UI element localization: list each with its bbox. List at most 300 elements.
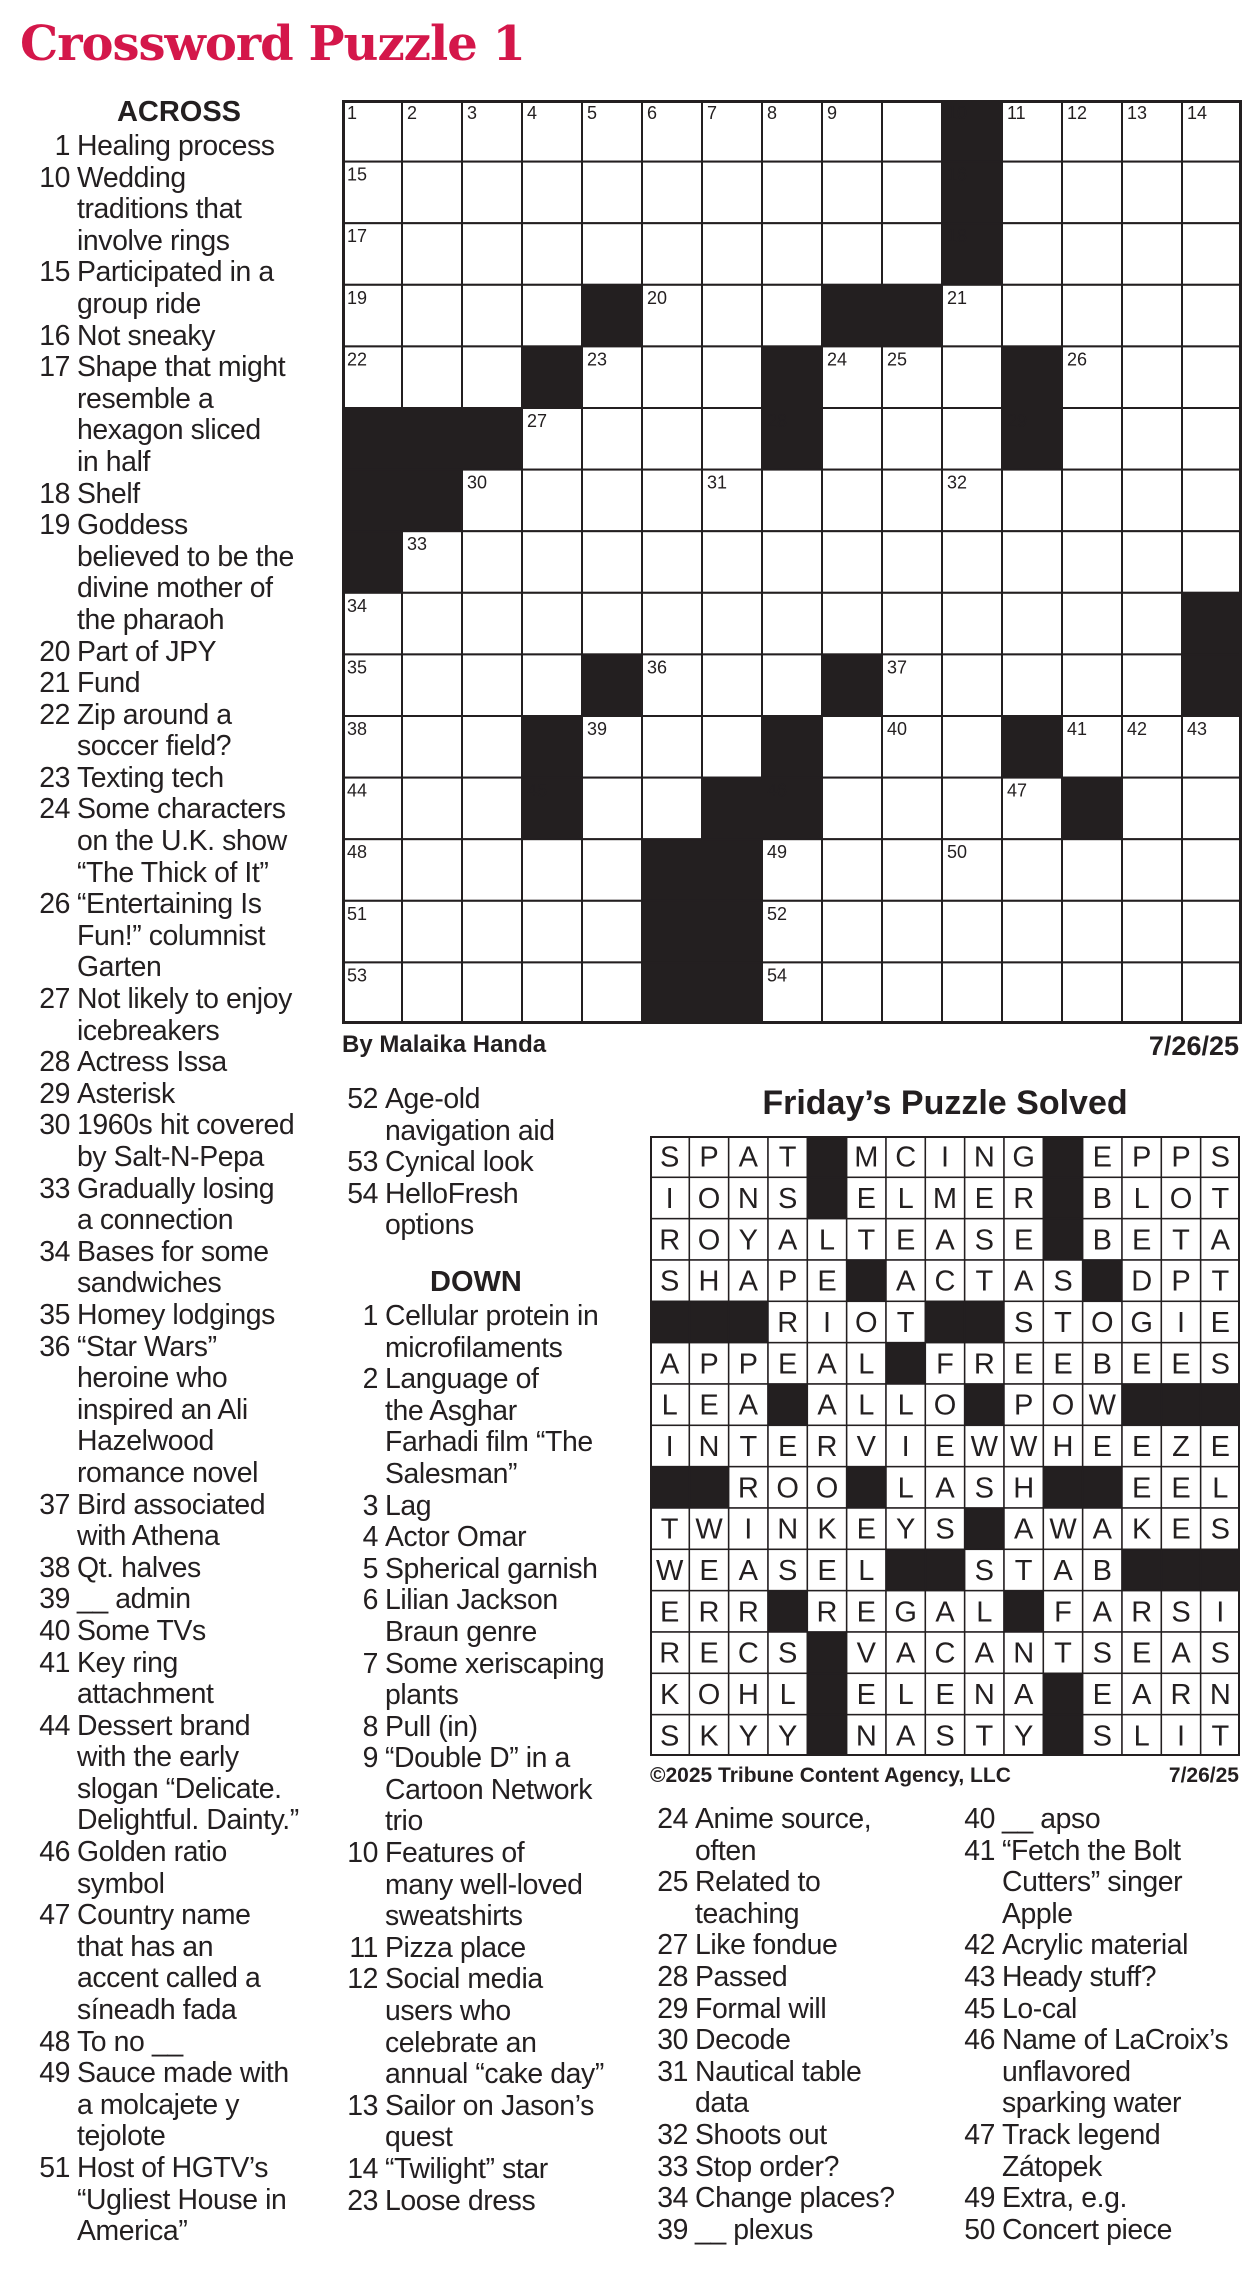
grid-cell[interactable]: [762, 593, 822, 655]
solved-letter: E: [856, 1183, 877, 1215]
grid-cell[interactable]: [1122, 901, 1182, 963]
grid-cell[interactable]: [882, 531, 942, 593]
grid-cell[interactable]: [1122, 531, 1182, 593]
grid-cell[interactable]: [942, 901, 1002, 963]
grid-cell[interactable]: [402, 223, 462, 285]
grid-cell[interactable]: [522, 962, 582, 1024]
clue-item[interactable]: [20, 794, 320, 889]
clue-item[interactable]: [648, 1867, 948, 1930]
clue-text: __ admin: [77, 1583, 191, 1616]
grid-cell[interactable]: [462, 654, 522, 716]
clue-text: Some characters on the U.K. show “The Thick of It”: [77, 793, 287, 889]
grid-cell[interactable]: [1122, 470, 1182, 532]
solved-letter: L: [858, 1348, 875, 1381]
grid-cell[interactable]: [1062, 839, 1122, 901]
grid-cell[interactable]: [582, 162, 642, 224]
grid-cell[interactable]: [822, 901, 882, 963]
grid-cell[interactable]: [582, 408, 642, 470]
clue-item[interactable]: [20, 1110, 320, 1173]
clue-item[interactable]: [648, 2057, 948, 2120]
clue-item[interactable]: [20, 889, 320, 984]
grid-block: [582, 285, 642, 347]
grid-cell[interactable]: [1182, 346, 1242, 408]
grid-cell[interactable]: [462, 962, 522, 1024]
solved-letter: Y: [738, 1720, 759, 1753]
clue-item[interactable]: [20, 668, 320, 700]
grid-cell[interactable]: [522, 285, 582, 347]
grid-cell[interactable]: [462, 839, 522, 901]
grid-cell[interactable]: [402, 593, 462, 655]
grid-cell[interactable]: [882, 839, 942, 901]
cell-number: 39: [587, 719, 608, 739]
clue-item[interactable]: [338, 1838, 638, 1933]
grid-cell[interactable]: [642, 778, 702, 840]
grid-cell[interactable]: [522, 901, 582, 963]
grid-cell[interactable]: [822, 593, 882, 655]
grid-cell[interactable]: [582, 962, 642, 1024]
solved-letter: E: [856, 1596, 877, 1629]
clue-item[interactable]: [20, 700, 320, 763]
clue-item[interactable]: [20, 163, 320, 258]
clue-text: Shelf: [77, 477, 140, 510]
grid-cell[interactable]: [462, 901, 522, 963]
clue-item[interactable]: [955, 2183, 1250, 2215]
clue-item[interactable]: [20, 1900, 320, 2026]
grid-cell[interactable]: [642, 162, 702, 224]
solved-letter: E: [856, 1513, 877, 1546]
grid-cell[interactable]: [462, 593, 522, 655]
clue-number: 11: [349, 1931, 378, 1964]
clue-item[interactable]: [20, 479, 320, 511]
grid-cell[interactable]: [882, 778, 942, 840]
grid-cell[interactable]: [522, 593, 582, 655]
clue-item[interactable]: [20, 1584, 320, 1616]
grid-cell[interactable]: [1062, 470, 1122, 532]
clue-number: 42: [964, 1929, 995, 1962]
grid-cell[interactable]: [1062, 654, 1122, 716]
grid-cell[interactable]: [1182, 901, 1242, 963]
clue-item[interactable]: [20, 1174, 320, 1237]
clue-item[interactable]: [20, 637, 320, 669]
grid-cell[interactable]: [462, 162, 522, 224]
grid-cell[interactable]: [1182, 408, 1242, 470]
solved-letter: B: [1092, 1183, 1113, 1215]
grid-cell[interactable]: [882, 408, 942, 470]
clue-item[interactable]: [338, 2154, 638, 2186]
grid-cell[interactable]: [402, 716, 462, 778]
solved-letter: A: [1092, 1596, 1113, 1629]
solved-letter: P: [1171, 1265, 1191, 1298]
clue-item[interactable]: [955, 1962, 1250, 1994]
solved-letter: O: [1091, 1307, 1114, 1339]
solved-letter: V: [856, 1637, 877, 1670]
grid-cell[interactable]: [1002, 223, 1062, 285]
clue-item[interactable]: [20, 1300, 320, 1332]
grid-cell[interactable]: [642, 408, 702, 470]
clue-number: 32: [657, 2118, 688, 2151]
grid-cell[interactable]: [1122, 962, 1182, 1024]
grid-cell[interactable]: [822, 778, 882, 840]
clue-item[interactable]: [338, 1301, 638, 1364]
clue-item[interactable]: [338, 2186, 638, 2218]
solved-letter: I: [822, 1307, 832, 1339]
solved-block: [768, 1591, 807, 1632]
grid-cell[interactable]: [522, 470, 582, 532]
clue-number: 1: [54, 130, 70, 162]
clue-item[interactable]: [648, 1930, 948, 1962]
grid-cell[interactable]: [1122, 839, 1182, 901]
clue-item[interactable]: [20, 2058, 320, 2153]
clue-item[interactable]: [20, 2153, 320, 2248]
grid-cell[interactable]: [942, 778, 1002, 840]
clue-text: Name of LaCroix’s unflavored sparking water: [1002, 2024, 1229, 2120]
grid-cell[interactable]: [822, 162, 882, 224]
solved-letter: A: [738, 1389, 759, 1422]
clue-item[interactable]: [20, 257, 320, 320]
clue-item[interactable]: [20, 321, 320, 353]
solved-letter: A: [974, 1637, 995, 1670]
clue-text: Not sneaky: [77, 319, 216, 352]
clue-item[interactable]: [648, 2215, 948, 2247]
clue-item[interactable]: [20, 763, 320, 795]
grid-cell[interactable]: [942, 531, 1002, 593]
grid-cell[interactable]: [822, 962, 882, 1024]
grid-cell[interactable]: [822, 223, 882, 285]
clue-item[interactable]: [338, 1084, 638, 1147]
grid-cell[interactable]: [762, 285, 822, 347]
grid-cell[interactable]: [402, 778, 462, 840]
grid-cell[interactable]: [522, 531, 582, 593]
grid-cell[interactable]: [1182, 470, 1242, 532]
clue-item[interactable]: [338, 1364, 638, 1490]
solved-letter: A: [777, 1224, 798, 1257]
cell-number: 52: [767, 903, 788, 924]
grid-cell[interactable]: [1002, 593, 1062, 655]
grid-cell[interactable]: [402, 346, 462, 408]
clue-number: 31: [657, 2055, 688, 2088]
clue-item[interactable]: [20, 1648, 320, 1711]
grid-cell[interactable]: [462, 346, 522, 408]
solved-letter: A: [895, 1265, 916, 1298]
clue-item[interactable]: [20, 1711, 320, 1837]
grid-cell[interactable]: [822, 531, 882, 593]
clue-number: 17: [39, 351, 70, 384]
grid-cell[interactable]: [1182, 223, 1242, 285]
grid-cell[interactable]: [702, 593, 762, 655]
solved-letter: A: [1092, 1513, 1113, 1546]
grid-cell[interactable]: [1002, 654, 1062, 716]
grid-cell[interactable]: [582, 593, 642, 655]
clue-number: 41: [39, 1646, 70, 1679]
grid-cell[interactable]: [1002, 162, 1062, 224]
grid-cell[interactable]: [1122, 408, 1182, 470]
grid-cell[interactable]: [702, 716, 762, 778]
clue-item[interactable]: [20, 1616, 320, 1648]
grid-cell[interactable]: [1002, 470, 1062, 532]
grid-cell[interactable]: [1122, 593, 1182, 655]
clue-number: 44: [39, 1709, 70, 1742]
clue-number: 39: [657, 2213, 688, 2246]
clue-item[interactable]: [20, 352, 320, 478]
solved-block: [965, 1384, 1004, 1425]
solved-letter: W: [1009, 1431, 1038, 1463]
clue-item[interactable]: [338, 1147, 638, 1179]
clue-item[interactable]: [648, 1804, 948, 1867]
grid-cell[interactable]: [762, 654, 822, 716]
solved-letter: C: [934, 1265, 956, 1298]
grid-cell[interactable]: [582, 901, 642, 963]
grid-block: [762, 346, 822, 408]
crossword-grid[interactable]: [342, 100, 1242, 1024]
clue-text: “Twilight” star: [385, 2153, 548, 2185]
grid-cell[interactable]: [1062, 901, 1122, 963]
clue-item[interactable]: [955, 2120, 1250, 2183]
clue-item[interactable]: [20, 510, 320, 636]
grid-cell[interactable]: [462, 531, 522, 593]
grid-cell[interactable]: [882, 901, 942, 963]
clue-text: Spherical garnish: [385, 1552, 598, 1585]
clue-text: Like fondue: [695, 1929, 838, 1962]
clue-item[interactable]: [20, 984, 320, 1047]
cell-number: 49: [767, 842, 788, 863]
grid-cell[interactable]: [1182, 162, 1242, 224]
grid-cell[interactable]: [822, 716, 882, 778]
solved-letter: C: [895, 1141, 917, 1174]
grid-cell[interactable]: [582, 531, 642, 593]
grid-cell[interactable]: [882, 962, 942, 1024]
clue-item[interactable]: [648, 1994, 948, 2026]
solved-letter: S: [1210, 1348, 1231, 1381]
grid-cell[interactable]: [1182, 285, 1242, 347]
clue-number: 13: [347, 2089, 378, 2122]
grid-cell[interactable]: [402, 162, 462, 224]
grid-cell[interactable]: [762, 531, 822, 593]
grid-cell[interactable]: [1062, 962, 1122, 1024]
grid-cell[interactable]: [702, 285, 762, 347]
clue-item[interactable]: [955, 2025, 1250, 2120]
solved-letter: C: [934, 1637, 956, 1670]
cell-number: 42: [1127, 719, 1148, 739]
grid-cell[interactable]: [1182, 531, 1242, 593]
clue-item[interactable]: [20, 1490, 320, 1553]
solved-letter: N: [973, 1141, 995, 1174]
clue-item[interactable]: [338, 1964, 638, 2090]
solved-block: [886, 1549, 925, 1590]
copyright-notice: ©2025 Tribune Content Agency, LLC: [650, 1764, 1011, 1787]
grid-cell[interactable]: [522, 223, 582, 285]
grid-cell[interactable]: [1002, 531, 1062, 593]
grid-cell[interactable]: [642, 531, 702, 593]
grid-cell[interactable]: [702, 162, 762, 224]
grid-cell[interactable]: [1062, 408, 1122, 470]
grid-cell[interactable]: [882, 223, 942, 285]
clue-item[interactable]: [955, 2215, 1250, 2247]
clue-item[interactable]: [20, 1837, 320, 1900]
solved-letter: A: [895, 1720, 916, 1753]
grid-cell[interactable]: [942, 716, 1002, 778]
grid-cell[interactable]: [1122, 654, 1182, 716]
clue-item[interactable]: [648, 2120, 948, 2152]
clue-text: Key ring attachment: [77, 1646, 214, 1711]
clue-item[interactable]: [648, 2025, 948, 2057]
grid-cell[interactable]: [1062, 593, 1122, 655]
grid-cell[interactable]: [702, 654, 762, 716]
clue-number: 35: [39, 1298, 70, 1331]
clue-item[interactable]: [338, 1649, 638, 1712]
down-clues-column-3: [955, 1804, 1250, 2246]
grid-cell[interactable]: [762, 470, 822, 532]
grid-cell[interactable]: [522, 839, 582, 901]
solved-letter: E: [1013, 1348, 1034, 1381]
grid-cell[interactable]: [882, 470, 942, 532]
clue-item[interactable]: [20, 1332, 320, 1490]
solved-letter: L: [897, 1389, 914, 1422]
clue-item[interactable]: [338, 1712, 638, 1744]
cell-number: 31: [707, 472, 728, 493]
clue-item[interactable]: [20, 1237, 320, 1300]
solved-letter: S: [1210, 1513, 1231, 1546]
grid-cell[interactable]: [402, 285, 462, 347]
clue-item[interactable]: [338, 1491, 638, 1523]
grid-cell[interactable]: [462, 285, 522, 347]
grid-cell[interactable]: [822, 839, 882, 901]
solved-letter: S: [1210, 1141, 1231, 1174]
grid-cell[interactable]: [522, 654, 582, 716]
grid-cell[interactable]: [402, 654, 462, 716]
grid-cell[interactable]: [1062, 162, 1122, 224]
grid-cell[interactable]: [1122, 778, 1182, 840]
solved-letter: L: [897, 1183, 914, 1215]
solved-letter: M: [854, 1141, 879, 1174]
grid-cell[interactable]: [1182, 839, 1242, 901]
solved-letter: E: [659, 1596, 680, 1629]
grid-cell[interactable]: [1122, 285, 1182, 347]
grid-cell[interactable]: [582, 839, 642, 901]
clue-list: [338, 1301, 638, 2217]
grid-cell[interactable]: [702, 408, 762, 470]
cell-number: 40: [887, 719, 908, 739]
clue-item[interactable]: [955, 1804, 1250, 1836]
grid-cell[interactable]: [762, 162, 822, 224]
solved-letter: L: [858, 1555, 875, 1587]
grid-cell[interactable]: [942, 654, 1002, 716]
clue-item[interactable]: [20, 2027, 320, 2059]
grid-cell[interactable]: [402, 839, 462, 901]
grid-cell[interactable]: [942, 346, 1002, 408]
grid-cell[interactable]: [642, 593, 702, 655]
grid-cell[interactable]: [462, 778, 522, 840]
grid-cell[interactable]: [1002, 839, 1062, 901]
grid-cell[interactable]: [942, 408, 1002, 470]
grid-cell[interactable]: [1002, 901, 1062, 963]
grid-cell[interactable]: [462, 223, 522, 285]
grid-cell[interactable]: [1122, 346, 1182, 408]
clue-item[interactable]: [955, 1994, 1250, 2026]
clue-item[interactable]: [338, 2091, 638, 2154]
clue-item[interactable]: [955, 1836, 1250, 1931]
clue-item[interactable]: [338, 1554, 638, 1586]
grid-cell[interactable]: [582, 470, 642, 532]
clue-text: Part of JPY: [77, 635, 217, 668]
grid-cell[interactable]: [762, 223, 822, 285]
grid-cell[interactable]: [702, 346, 762, 408]
cell-number: 51: [347, 903, 368, 924]
grid-cell[interactable]: [702, 531, 762, 593]
grid-cell[interactable]: [822, 408, 882, 470]
clue-item[interactable]: [338, 1933, 638, 1965]
solved-letter: E: [817, 1555, 837, 1587]
grid-cell[interactable]: [1062, 285, 1122, 347]
clue-item[interactable]: [20, 1079, 320, 1111]
clue-text: Country name that has an accent called a síneadh fada: [77, 1899, 261, 2027]
grid-cell[interactable]: [642, 346, 702, 408]
solved-letter: O: [815, 1472, 839, 1505]
clue-number: 53: [347, 1146, 378, 1179]
grid-cell[interactable]: [462, 716, 522, 778]
clue-item[interactable]: [20, 1553, 320, 1585]
solved-letter: I: [665, 1183, 674, 1215]
clue-item[interactable]: [955, 1930, 1250, 1962]
clue-item[interactable]: [338, 1179, 638, 1242]
grid-cell[interactable]: [822, 470, 882, 532]
grid-cell[interactable]: [642, 470, 702, 532]
clue-item[interactable]: [648, 2152, 948, 2184]
grid-cell[interactable]: [942, 962, 1002, 1024]
clue-text: Participated in a group ride: [77, 256, 274, 320]
grid-cell[interactable]: [1182, 962, 1242, 1024]
grid-cell[interactable]: [882, 162, 942, 224]
cell-number: 8: [767, 103, 778, 123]
clue-item[interactable]: [20, 1047, 320, 1079]
grid-cell[interactable]: [402, 901, 462, 963]
solved-block: [1043, 1136, 1082, 1177]
grid-cell[interactable]: [642, 223, 702, 285]
grid-cell[interactable]: [882, 100, 942, 162]
clue-item[interactable]: [20, 131, 320, 163]
solved-letter: W: [1049, 1513, 1077, 1546]
grid-cell[interactable]: [942, 593, 1002, 655]
solved-letter: A: [1131, 1679, 1152, 1711]
clue-item[interactable]: [338, 1585, 638, 1648]
grid-cell[interactable]: [702, 223, 762, 285]
clue-item[interactable]: [338, 1522, 638, 1554]
grid-cell[interactable]: [1122, 162, 1182, 224]
grid-cell[interactable]: [1002, 285, 1062, 347]
grid-cell[interactable]: [1062, 531, 1122, 593]
grid-cell[interactable]: [1002, 962, 1062, 1024]
clue-text: Cellular protein in microfilaments: [385, 1299, 599, 1364]
clue-number: 51: [39, 2152, 70, 2184]
grid-cell[interactable]: [582, 223, 642, 285]
grid-cell[interactable]: [582, 778, 642, 840]
grid-cell[interactable]: [642, 716, 702, 778]
clue-item[interactable]: [648, 2183, 948, 2215]
grid-cell[interactable]: [882, 593, 942, 655]
clue-text: Heady stuff?: [1002, 1960, 1157, 1993]
grid-cell[interactable]: [1122, 223, 1182, 285]
puzzle-title: Crossword Puzzle 1: [20, 16, 525, 72]
clue-item[interactable]: [648, 1962, 948, 1994]
solved-letter: A: [738, 1265, 759, 1298]
grid-block: [342, 408, 402, 470]
grid-cell[interactable]: [1062, 223, 1122, 285]
grid-cell[interactable]: [402, 962, 462, 1024]
clue-number: 4: [362, 1521, 378, 1554]
grid-cell[interactable]: [522, 162, 582, 224]
grid-cell[interactable]: [1182, 778, 1242, 840]
clue-item[interactable]: [338, 1743, 638, 1838]
solved-block: [807, 1715, 846, 1756]
